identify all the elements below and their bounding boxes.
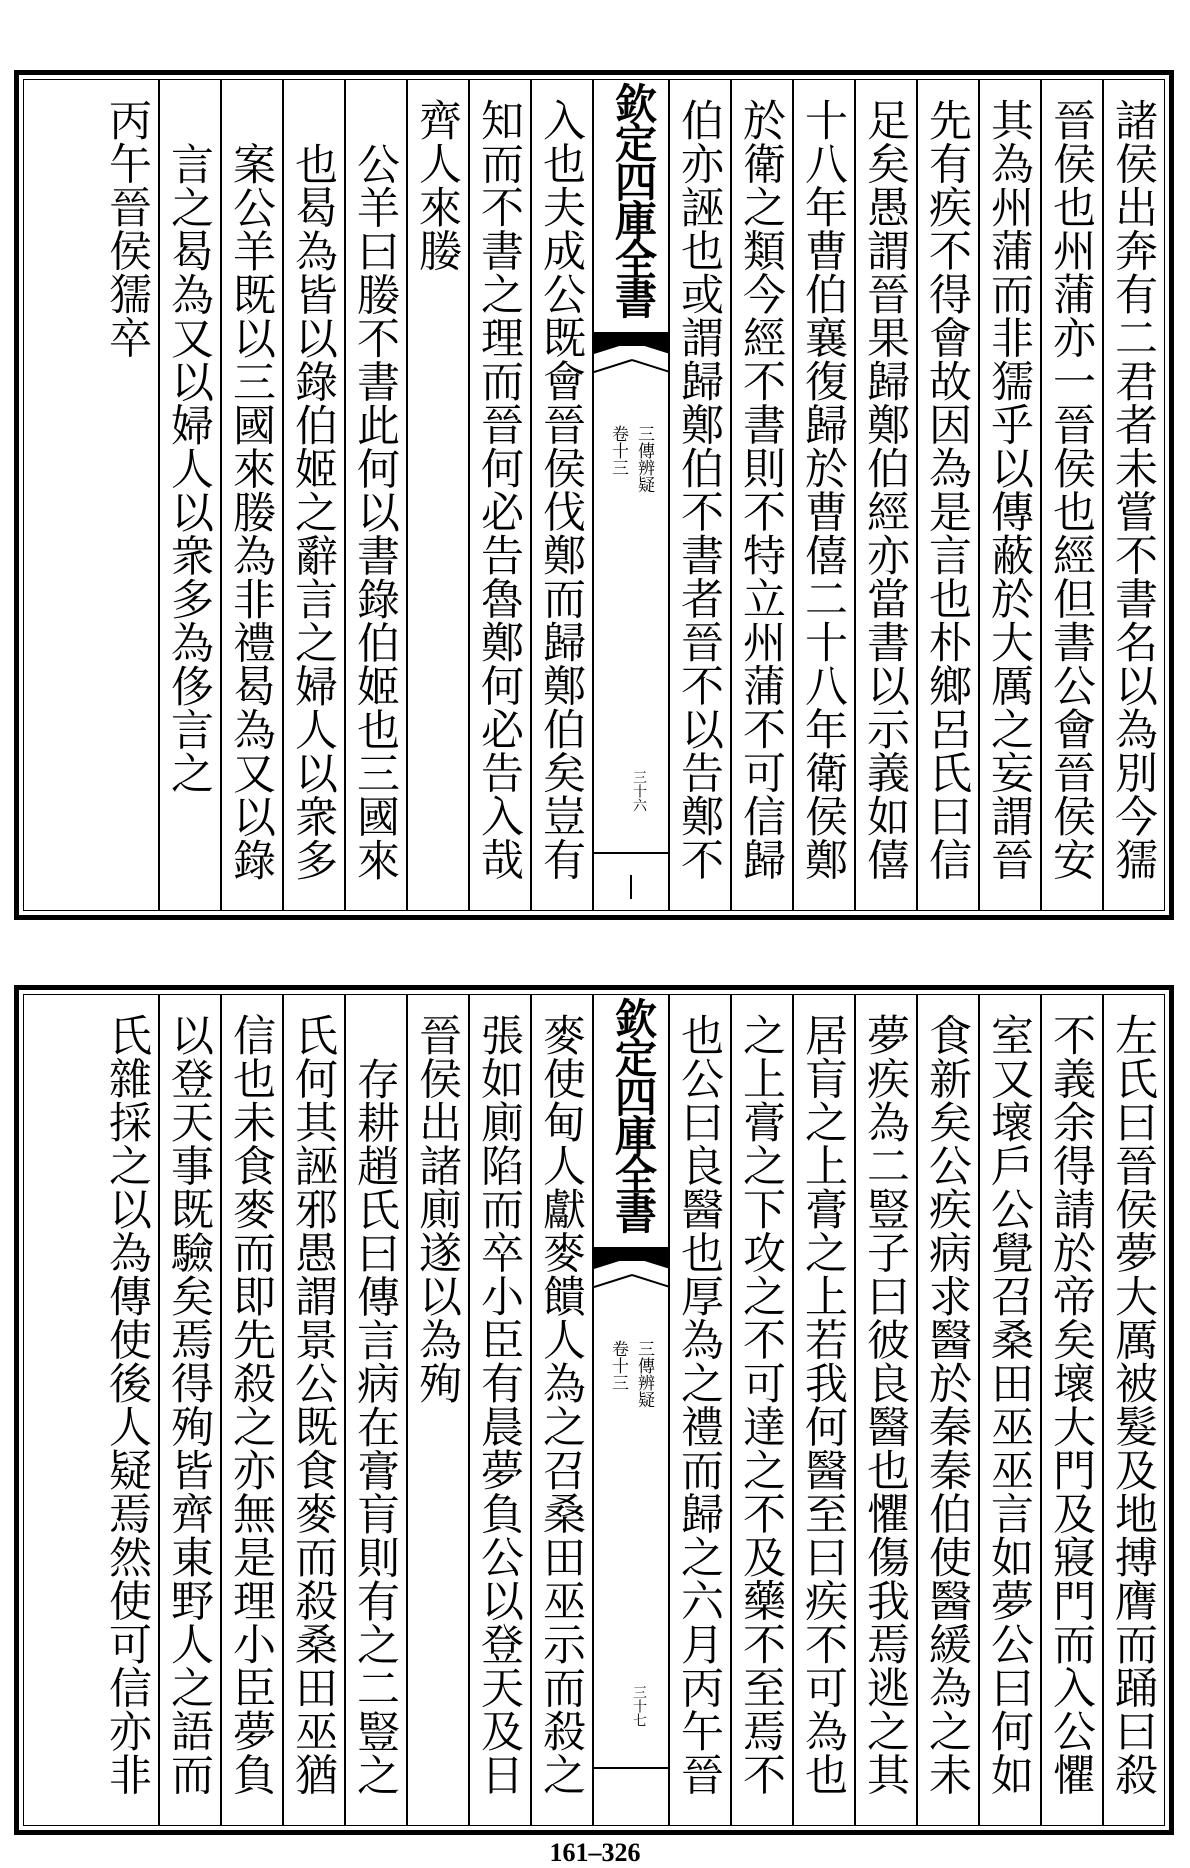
text-column: 氏雜採之以為傳使後人疑焉然使可信亦非 bbox=[102, 1013, 152, 1796]
text-column: 案公羊既以三國來媵為非禮曷為又以錄 bbox=[220, 80, 282, 910]
text-column: 也曷為皆以錄伯姬之辭言之婦人以衆多 bbox=[282, 80, 344, 910]
text-column: 也公曰良醫也厚為之禮而歸之六月丙午晉 bbox=[668, 995, 730, 1825]
bottom-page-frame bbox=[14, 985, 1174, 1835]
center-fold bbox=[592, 80, 668, 910]
center-fold bbox=[592, 995, 668, 1825]
page-code: 161–326 bbox=[549, 1838, 641, 1867]
text-column: 入也夫成公既會晉侯伐鄭而歸鄭伯矣豈有 bbox=[530, 80, 592, 910]
top-page-frame bbox=[14, 70, 1174, 920]
text-column: 諸侯出奔有二君者未嘗不書名以為別今獳 bbox=[1102, 80, 1164, 910]
section-heading: 丙午晉侯獳卒 bbox=[102, 98, 152, 359]
text-column: 知而不書之理而晉何必告魯鄭何必告入哉 bbox=[468, 80, 530, 910]
section-heading: 齊人來媵 bbox=[406, 80, 468, 910]
book-title: 欽定四庫全書 bbox=[609, 82, 658, 316]
page-number: 三十六 bbox=[631, 770, 647, 812]
book-title: 欽定四庫全書 bbox=[609, 997, 658, 1231]
text-column: 室又壞戶公覺召桑田巫巫言如夢公曰何如 bbox=[978, 995, 1040, 1825]
text-column: 氏何其誣邪愚謂景公既食麥而殺桑田巫猶 bbox=[282, 995, 344, 1825]
divider bbox=[630, 875, 632, 899]
page-number: 三十七 bbox=[631, 1685, 647, 1727]
text-column: 十八年曹伯襄復歸於曹僖二十八年衛侯鄭 bbox=[792, 80, 854, 910]
bottom-page-columns bbox=[24, 995, 1164, 1825]
text-column: 以登天事既驗矣焉得殉皆齊東野人之語而 bbox=[158, 995, 220, 1825]
text-column: 左氏曰晉侯夢大厲被髮及地搏膺而踊曰殺 bbox=[1102, 995, 1164, 1825]
text-column: 先有疾不得會故因為是言也朴鄉呂氏曰信 bbox=[916, 80, 978, 910]
top-page-columns bbox=[24, 80, 1164, 910]
text-column: 夢疾為二豎子曰彼良醫也懼傷我焉逃之其 bbox=[854, 995, 916, 1825]
top-page-inner-border bbox=[23, 79, 1165, 911]
text-column: 之上膏之下攻之不可達之不及藥不至焉不 bbox=[730, 995, 792, 1825]
short-title: 三傳辨疑 bbox=[634, 425, 654, 493]
fish-tail-mark-icon bbox=[594, 332, 668, 392]
divider bbox=[594, 1767, 668, 1769]
divider bbox=[594, 852, 668, 854]
text-column: 其為州蒲而非獳乎以傳蔽於大厲之妄謂晉 bbox=[978, 80, 1040, 910]
text-column: 言之曷為又以婦人以衆多為侈言之 bbox=[158, 80, 220, 910]
text-column: 信也未食麥而即先殺之亦無是理小臣夢負 bbox=[220, 995, 282, 1825]
volume-label: 卷十三 bbox=[608, 425, 628, 476]
short-title: 三傳辨疑 bbox=[634, 1340, 654, 1408]
text-column: 不義余得請於帝矣壞大門及寢門而入公懼 bbox=[1040, 995, 1102, 1825]
volume-label: 卷十三 bbox=[608, 1340, 628, 1391]
text-column: 張如廁陷而卒小臣有晨夢負公以登天及日 bbox=[468, 995, 530, 1825]
text-column: 伯亦誣也或謂歸鄭伯不書者晉不以告鄭不 bbox=[668, 80, 730, 910]
text-column: 麥使甸人獻麥饋人為之召桑田巫示而殺之 bbox=[530, 995, 592, 1825]
text-column: 存耕趙氏曰傳言病在膏肓則有之二豎之 bbox=[344, 995, 406, 1825]
text-column: 食新矣公疾病求醫於秦秦伯使醫緩為之未 bbox=[916, 995, 978, 1825]
text-column: 居肓之上膏之上若我何醫至曰疾不可為也 bbox=[792, 995, 854, 1825]
text-column: 於衛之類今經不書則不特立州蒲不可信歸 bbox=[730, 80, 792, 910]
bottom-page-inner-border bbox=[23, 994, 1165, 1826]
text-column: 足矣愚謂晉果歸鄭伯經亦當書以示義如僖 bbox=[854, 80, 916, 910]
section-heading: 晉侯出諸廁遂以為殉 bbox=[406, 995, 468, 1825]
fish-tail-mark-icon bbox=[594, 1247, 668, 1307]
text-column: 晉侯也州蒲亦一晉侯也經但書公會晉侯安 bbox=[1040, 80, 1102, 910]
text-column: 公羊曰媵不書此何以書錄伯姬也三國來 bbox=[344, 80, 406, 910]
